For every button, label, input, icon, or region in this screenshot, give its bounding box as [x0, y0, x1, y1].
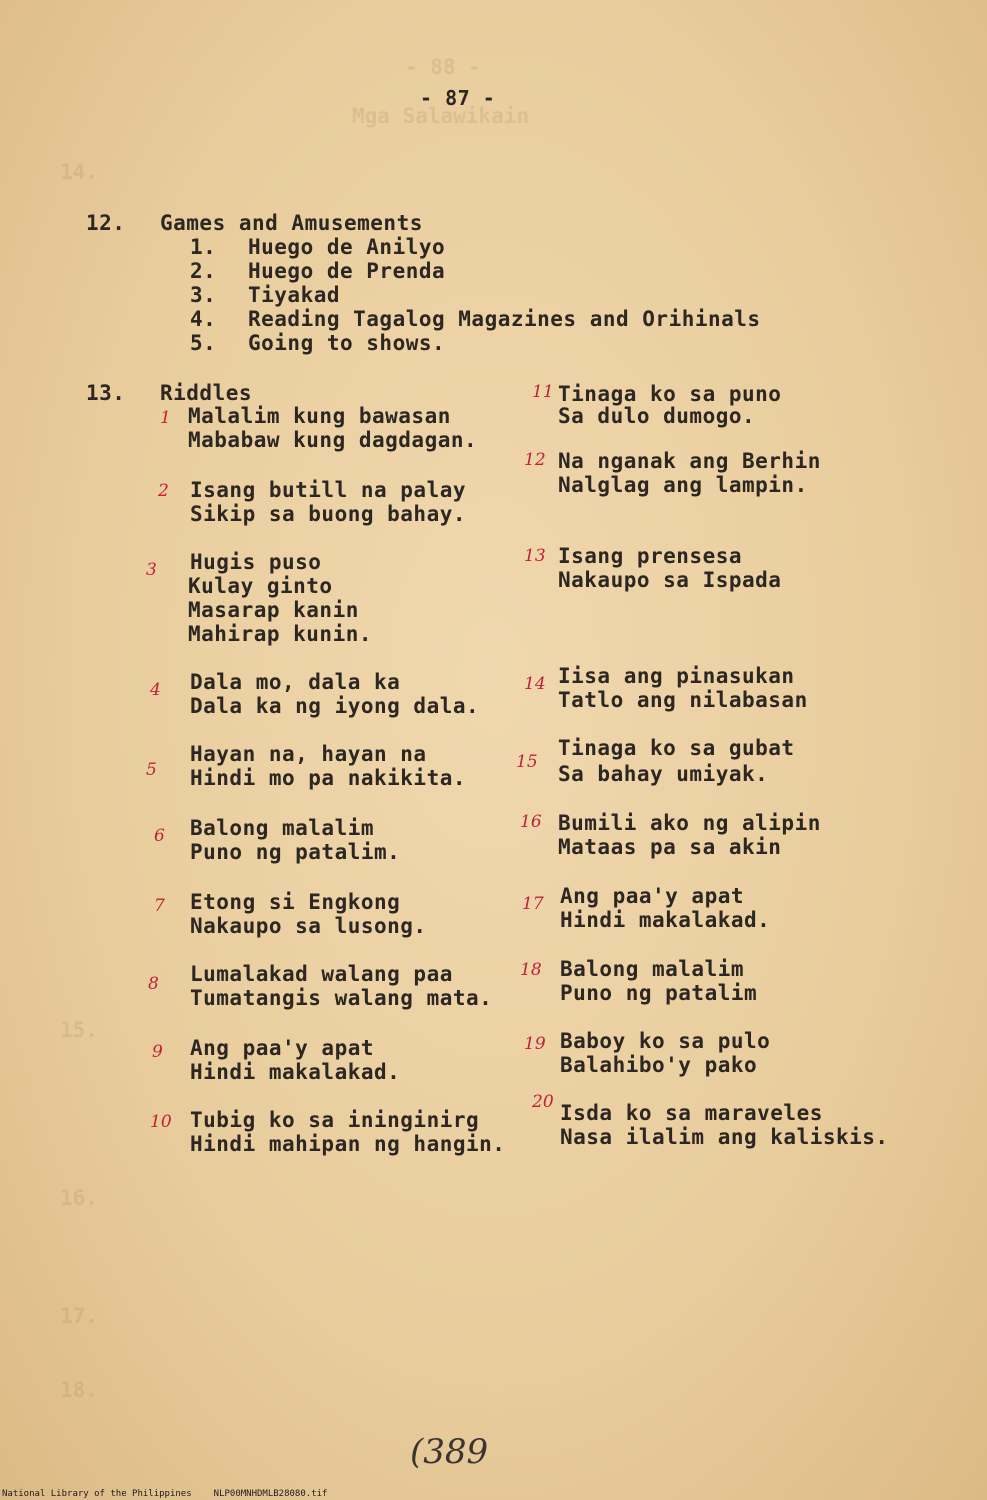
riddle-line: Hayan na, hayan na — [190, 742, 427, 766]
list-item: Going to shows. — [248, 331, 446, 355]
riddle-line: Na nganak ang Berhin — [558, 449, 821, 473]
section-12-title: Games and Amusements — [160, 211, 423, 235]
riddle-line: Tinaga ko sa gubat — [558, 736, 795, 760]
list-item-number: 5. — [190, 331, 217, 355]
list-item-number: 1. — [190, 235, 217, 259]
riddle-line: Isda ko sa maraveles — [560, 1101, 823, 1125]
riddle-line: Hugis puso — [190, 550, 322, 574]
riddle-number-mark: 20 — [532, 1092, 554, 1112]
section-12-number: 12. — [86, 211, 126, 235]
section-13-title: Riddles — [160, 381, 253, 405]
footer-source: National Library of the Philippines — [2, 1489, 192, 1499]
riddle-number-mark: 17 — [522, 894, 544, 914]
riddle-line: Malalim kung bawasan — [188, 404, 451, 428]
bleed-through-item: 15. — [60, 1018, 98, 1042]
riddle-line: Nakaupo sa Ispada — [558, 568, 782, 592]
riddle-line: Mataas pa sa akin — [558, 835, 782, 859]
list-item-number: 4. — [190, 307, 217, 331]
riddle-line: Tumatangis walang mata. — [190, 986, 493, 1010]
riddle-number-mark: 10 — [150, 1112, 172, 1132]
riddle-line: Hindi makalakad. — [190, 1060, 401, 1084]
riddle-number-mark: 14 — [524, 674, 546, 694]
riddle-number-mark: 1 — [160, 408, 171, 428]
riddle-line: Ang paa'y apat — [560, 884, 745, 908]
riddle-number-mark: 6 — [154, 826, 165, 846]
riddle-line: Ang paa'y apat — [190, 1036, 375, 1060]
riddle-line: Sikip sa buong bahay. — [190, 502, 467, 526]
riddle-line: Mahirap kunin. — [188, 622, 373, 646]
footer-file: NLP00MNHDMLB28080.tif — [213, 1489, 328, 1499]
riddle-line: Puno ng patalim. — [190, 840, 401, 864]
riddle-line: Kulay ginto — [188, 574, 333, 598]
list-item-number: 3. — [190, 283, 217, 307]
riddle-line: Tubig ko sa ininginirg — [190, 1108, 480, 1132]
list-item-number: 2. — [190, 259, 217, 283]
riddle-line: Etong si Engkong — [190, 890, 401, 914]
riddle-line: Puno ng patalim — [560, 981, 758, 1005]
riddle-line: Sa bahay umiyak. — [558, 762, 769, 786]
riddle-number-mark: 9 — [152, 1042, 163, 1062]
riddle-line: Nakaupo sa lusong. — [190, 914, 427, 938]
bleed-through-item: 16. — [60, 1186, 98, 1210]
list-item: Huego de Prenda — [248, 259, 446, 283]
riddle-line: Hindi mo pa nakikita. — [190, 766, 467, 790]
riddle-line: Isang prensesa — [558, 544, 743, 568]
riddle-line: Tatlo ang nilabasan — [558, 688, 808, 712]
bleed-through-item: 18. — [60, 1378, 98, 1402]
riddle-line: Mababaw kung dagdagan. — [188, 428, 478, 452]
riddle-line: Baboy ko sa pulo — [560, 1029, 771, 1053]
riddle-line: Bumili ako ng alipin — [558, 811, 821, 835]
riddle-number-mark: 4 — [150, 680, 161, 700]
riddle-number-mark: 13 — [524, 546, 546, 566]
riddle-line: Balahibo'y pako — [560, 1053, 758, 1077]
riddle-number-mark: 19 — [524, 1034, 546, 1054]
riddle-line: Isang butill na palay — [190, 478, 467, 502]
riddle-number-mark: 15 — [516, 752, 538, 772]
riddle-line: Nasa ilalim ang kaliskis. — [560, 1125, 889, 1149]
riddle-line: Masarap kanin — [188, 598, 359, 622]
riddle-number-mark: 12 — [524, 450, 546, 470]
riddle-number-mark: 18 — [520, 960, 542, 980]
riddle-line: Iisa ang pinasukan — [558, 664, 795, 688]
page-number: - 87 - — [420, 86, 496, 110]
bleed-through-page-number: - 88 - — [405, 55, 481, 79]
riddle-number-mark: 5 — [146, 760, 157, 780]
riddle-number-mark: 2 — [158, 481, 169, 501]
bleed-through-heading: Mga Salawikain — [352, 104, 530, 128]
riddle-line: Hindi mahipan ng hangin. — [190, 1132, 506, 1156]
section-13-number: 13. — [86, 381, 126, 405]
riddle-line: Nalglag ang lampin. — [558, 473, 808, 497]
riddle-line: Balong malalim — [560, 957, 745, 981]
riddle-line: Tinaga ko sa puno — [558, 382, 782, 406]
list-item: Huego de Anilyo — [248, 235, 446, 259]
scan-footer — [2, 1489, 349, 1499]
riddle-line: Dala ka ng iyong dala. — [190, 694, 480, 718]
bleed-through-item: 17. — [60, 1304, 98, 1328]
riddle-number-mark: 11 — [532, 382, 554, 402]
bleed-through-item: 14. — [60, 160, 98, 184]
list-item: Tiyakad — [248, 283, 341, 307]
riddle-number-mark: 8 — [148, 974, 159, 994]
riddle-number-mark: 3 — [146, 560, 157, 580]
riddle-line: Balong malalim — [190, 816, 375, 840]
list-item: Reading Tagalog Magazines and Orihinals — [248, 307, 761, 331]
riddle-number-mark: 7 — [154, 896, 165, 916]
riddle-line: Lumalakad walang paa — [190, 962, 453, 986]
handwritten-archive-number: (389 — [410, 1432, 489, 1472]
riddle-line: Hindi makalakad. — [560, 908, 771, 932]
riddle-number-mark: 16 — [520, 812, 542, 832]
riddle-line: Dala mo, dala ka — [190, 670, 401, 694]
riddle-line: Sa dulo dumogo. — [558, 404, 756, 428]
